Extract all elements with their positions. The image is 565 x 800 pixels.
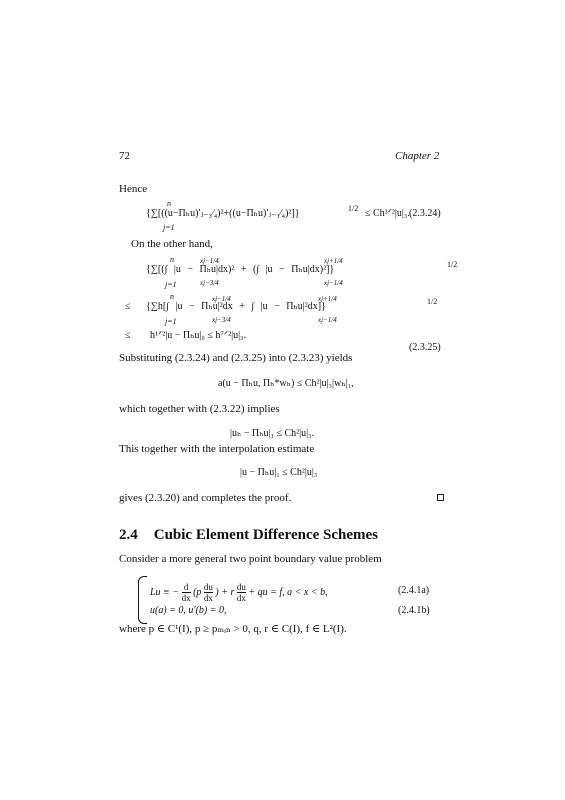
operator-definition: Lu ≡ − $\frac{d}{dx}$ (p $\frac{du}{dx}$ ) + r $\frac{du}{dx}$ + qu = f, a < x < b, — [150, 582, 328, 603]
exponent-half: 1/2 — [348, 204, 359, 213]
eq-2-3-24-lhs: {∑[((u−Πₕu)′ⱼ₋₃⁄₄)²+((u−Πₕu)′ⱼ₋₁⁄₄)²]} — [146, 208, 300, 219]
integral-lower-limit: xj−3/4 — [212, 316, 231, 324]
chapter-label: Chapter 2 — [395, 150, 440, 162]
sum-upper-limit: n — [167, 199, 171, 208]
exponent-half: 1/2 — [427, 297, 438, 306]
eq-2-3-24-rhs: ≤ Ch³ᐟ²|u|₃. — [365, 208, 410, 219]
eq-2-3-25-line-3: h¹ᐟ²|u − Πₕu|₀ ≤ h⁷ᐟ²|u|₃. — [150, 330, 247, 341]
sum-lower-limit: j=1 — [163, 223, 175, 232]
equation-number: (2.3.25) — [409, 342, 441, 353]
text-hence: Hence — [119, 183, 148, 195]
integral-lower-limit: xj−3/4 — [200, 279, 219, 287]
integral-upper-limit: xj−1/4 — [200, 257, 219, 265]
text-gives: gives (2.3.20) and completes the proof. — [119, 492, 292, 504]
equation-number: (2.3.24) — [409, 208, 441, 219]
integral-lower-limit: xj−1/4 — [324, 279, 343, 287]
text-on-the-other-hand: On the other hand, — [131, 238, 213, 250]
text-intro: Consider a more general two point boundary value problem — [119, 553, 382, 565]
text-where-conditions: where p ∈ C¹(I), p ≥ pₘᵢₙ > 0, q, r ∈ C(I), f ∈ L²(I). — [119, 623, 347, 635]
equation-discrete-estimate: |uₕ − Πₕu|₁ ≤ Ch²|u|₃. — [230, 428, 315, 439]
sum-upper-limit: n — [170, 255, 174, 264]
integral-upper-limit: xj+1/4 — [324, 257, 343, 265]
page-number: 72 — [119, 150, 130, 162]
left-brace — [138, 576, 147, 624]
section-number: 2.4 — [119, 527, 138, 543]
eq-2-3-25-line-1: {∑[(∫ |u − Πₕu|dx)² + (∫ |u − Πₕu|dx)²]} — [146, 264, 335, 275]
equation-number: (2.4.1a) — [398, 585, 430, 596]
integral-lower-limit: xj−1/4 — [318, 316, 337, 324]
equation-number: (2.4.1b) — [398, 605, 430, 616]
eq-2-3-25-line-2: {∑h[∫ |u − Πₕu|²dx + ∫ |u − Πₕu|²dx]} — [146, 301, 326, 312]
sum-lower-limit: j=1 — [165, 280, 177, 289]
equation-interpolation-estimate: |u − Πₕu|₁ ≤ Ch²|u|₃ — [240, 467, 318, 478]
integral-upper-limit: xj−1/4 — [212, 295, 231, 303]
leq-sign: ≤ — [125, 330, 131, 341]
qed-symbol — [437, 494, 444, 501]
section-title: Cubic Element Difference Schemes — [153, 527, 379, 543]
section-heading — [119, 527, 378, 544]
exponent-half: 1/2 — [447, 260, 458, 269]
text-which-together: which together with (2.3.22) implies — [119, 403, 280, 415]
sum-upper-limit: n — [170, 292, 174, 301]
boundary-conditions: u(a) = 0, u′(b) = 0, — [150, 605, 227, 616]
equation-bilinear-estimate: a(u − Πₕu, Πₕ*wₕ) ≤ Ch²|u|₃|wₕ|₁, — [218, 378, 354, 389]
text-substituting: Substituting (2.3.24) and (2.3.25) into (2.3.23) yields — [119, 352, 353, 364]
sum-lower-limit: j=1 — [165, 317, 177, 326]
text-this-together: This together with the interpolation estimate — [119, 443, 315, 455]
integral-upper-limit: xj+1/4 — [318, 295, 337, 303]
leq-sign: ≤ — [125, 301, 131, 312]
